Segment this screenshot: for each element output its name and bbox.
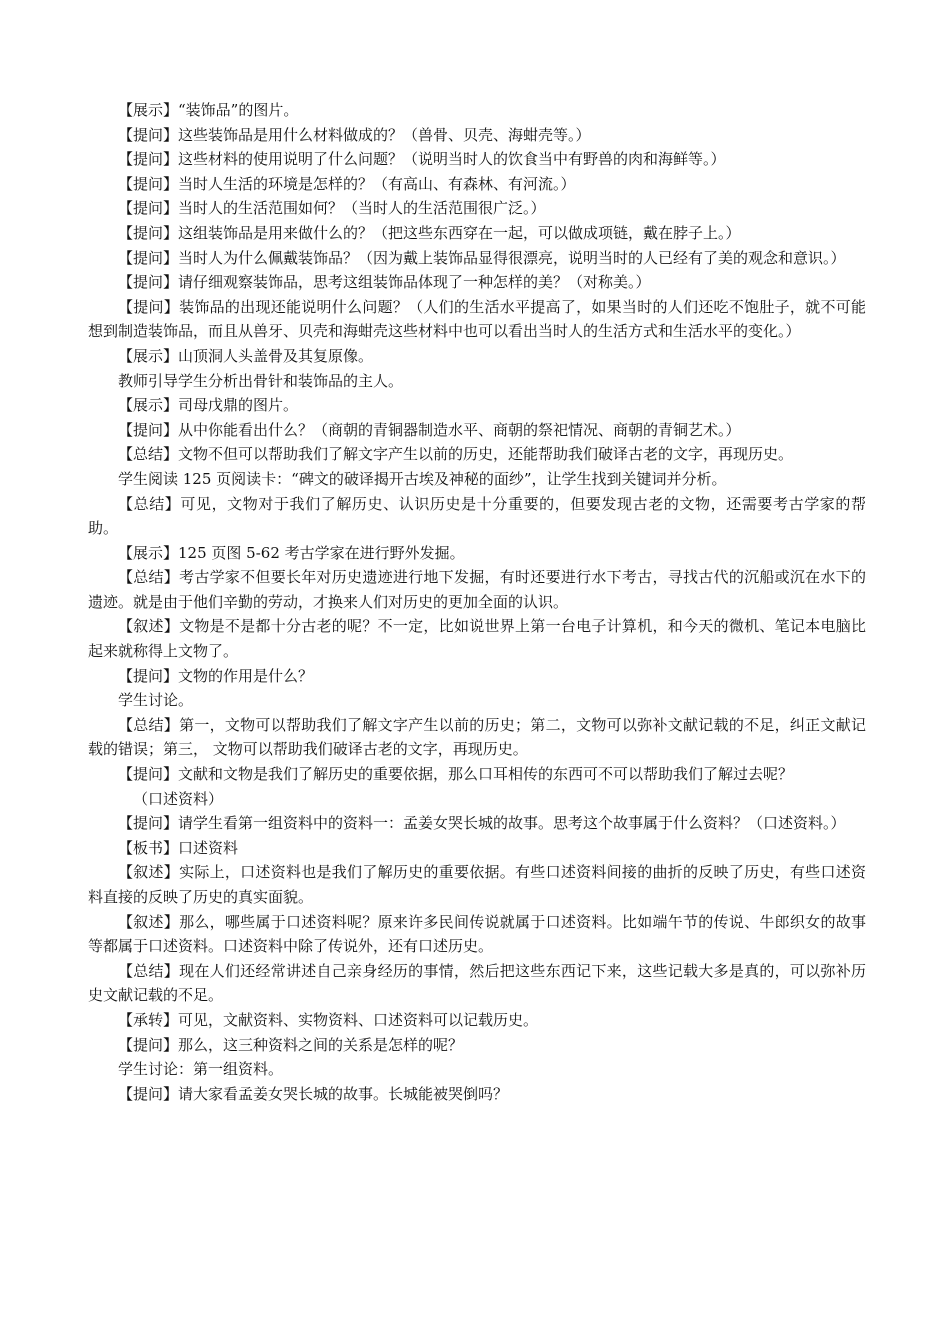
paragraph-student-discussion: 学生讨论。 — [118, 691, 194, 710]
paragraph-summary-roles: 【总结】第一，文物可以帮助我们了解文字产生以前的历史；第二，文物可以弥补文献记载的不足，纠正文献记载的错误；第三， 文物可以帮助我们破译古老的文字，再现历史。 — [88, 715, 866, 759]
paragraph-student-group: 学生讨论：第一组资料。 — [118, 1060, 284, 1079]
paragraph-display-ornaments: 【展示】“装饰品”的图片。 — [118, 101, 299, 119]
paragraph-question-relation: 【提问】那么，这三种资料之间的关系是怎样的呢？ — [118, 1035, 464, 1054]
paragraph-question-purpose: 【提问】这组装饰品是用来做什么的？（把这些东西穿在一起，可以做成项链，戴在脖子上。） — [118, 223, 741, 242]
document-page — [88, 98, 866, 1106]
paragraph-narrate-computer: 【叙述】文物是不是都十分古老的呢？不一定，比如说世界上第一台电子计算机，和今天的微机、笔记本电脑比起来就称得上文物了。 — [88, 617, 866, 661]
paragraph-summary-underwater: 【总结】考古学家不但要长年对历史遗迹进行地下发掘，有时还要进行水下考古，寻找古代的沉船或沉在水下的遗迹。就是由于他们辛勤的劳动，才换来人们对历史的更加全面的认识。 — [88, 568, 866, 611]
paragraph-question-why-wear: 【提问】当时人为什么佩戴装饰品？（因为戴上装饰品显得很漂亮，说明当时的人已经有了美的观念和意识。） — [118, 248, 846, 267]
paragraph-summary-archaeologists: 【总结】可见，文物对于我们了解历史、认识历史是十分重要的，但要发现古老的文物，还需要考古学家的帮助。 — [88, 494, 866, 538]
paragraph-question-ding: 【提问】从中你能看出什么？（商朝的青铜器制造水平、商朝的祭祀情况、商朝的青铜艺术。） — [118, 420, 741, 439]
paragraph-question-story: 【提问】请学生看第一组资料中的资料一：孟姜女哭长城的故事。思考这个故事属于什么资料？（口述资料。） — [118, 814, 846, 833]
paragraph-student-reading: 学生阅读 125 页阅读卡：“碑文的破译揭开古埃及神秘的面纱”，让学生找到关键词并分析。 — [118, 469, 727, 488]
paragraph-question-wall: 【提问】请大家看孟姜女哭长城的故事。长城能被哭倒吗？ — [118, 1084, 509, 1103]
paragraph-question-significance: 【提问】装饰品的出现还能说明什么问题？（人们的生活水平提高了，如果当时的人们还吃不饱肚子，就不可能想到制造装饰品，而且从兽牙、贝壳和海蚶壳这些材料中也可以看出当时人的生活方式和生活水平的变化。） — [88, 297, 866, 341]
paragraph-narrate-legends: 【叙述】那么，哪些属于口述资料呢？原来许多民间传说就属于口述资料。比如端午节的传说、牛郎织女的故事等都属于口述资料。口述资料中除了传说外，还有口述历史。 — [88, 912, 866, 956]
paragraph-transition: 【承转】可见，文献资料、实物资料、口述资料可以记载历史。 — [118, 1010, 539, 1029]
paragraph-question-beauty: 【提问】请仔细观察装饰品，思考这组装饰品体现了一种怎样的美？（对称美。） — [118, 273, 651, 292]
paragraph-question-materials: 【提问】这些装饰品是用什么材料做成的？（兽骨、贝壳、海蚶壳等。） — [118, 125, 591, 144]
paragraph-question-oral: 【提问】文献和文物是我们了解历史的重要依据，那么口耳相传的东西可不可以帮助我们了解过去呢？ — [118, 765, 794, 784]
paragraph-board-oral: 【板书】口述资料 — [118, 838, 239, 857]
paragraph-question-range: 【提问】当时人的生活范围如何？（当时人的生活范围很广泛。） — [118, 199, 546, 218]
paragraph-teacher-guide: 教师引导学生分析出骨针和装饰品的主人。 — [118, 371, 404, 390]
paragraph-oral-heading: （口述资料） — [133, 789, 224, 808]
paragraph-question-environment: 【提问】当时人生活的环境是怎样的？（有高山、有森林、有河流。） — [118, 174, 576, 193]
paragraph-summary-artifacts: 【总结】文物不但可以帮助我们了解文字产生以前的历史，还能帮助我们破译古老的文字，再现历史。 — [118, 445, 794, 464]
paragraph-display-skull: 【展示】山顶洞人头盖骨及其复原像。 — [118, 346, 374, 365]
paragraph-question-role: 【提问】文物的作用是什么？ — [118, 666, 314, 685]
paragraph-display-ding: 【展示】司母戊鼎的图片。 — [118, 396, 299, 415]
paragraph-narrate-oral-basis: 【叙述】实际上，口述资料也是我们了解历史的重要依据。有些口述资料间接的曲折的反映了历史，有些口述资料直接的反映了历史的真实面貌。 — [88, 863, 866, 906]
paragraph-question-meaning: 【提问】这些材料的使用说明了什么问题？（说明当时人的饮食当中有野兽的肉和海鲜等。） — [118, 150, 726, 169]
paragraph-summary-records: 【总结】现在人们还经常讲述自己亲身经历的事情，然后把这些东西记下来，这些记载大多是真的，可以弥补历史文献记载的不足。 — [88, 961, 866, 1005]
paragraph-display-excavation: 【展示】125 页图 5-62 考古学家在进行野外发掘。 — [118, 543, 465, 562]
